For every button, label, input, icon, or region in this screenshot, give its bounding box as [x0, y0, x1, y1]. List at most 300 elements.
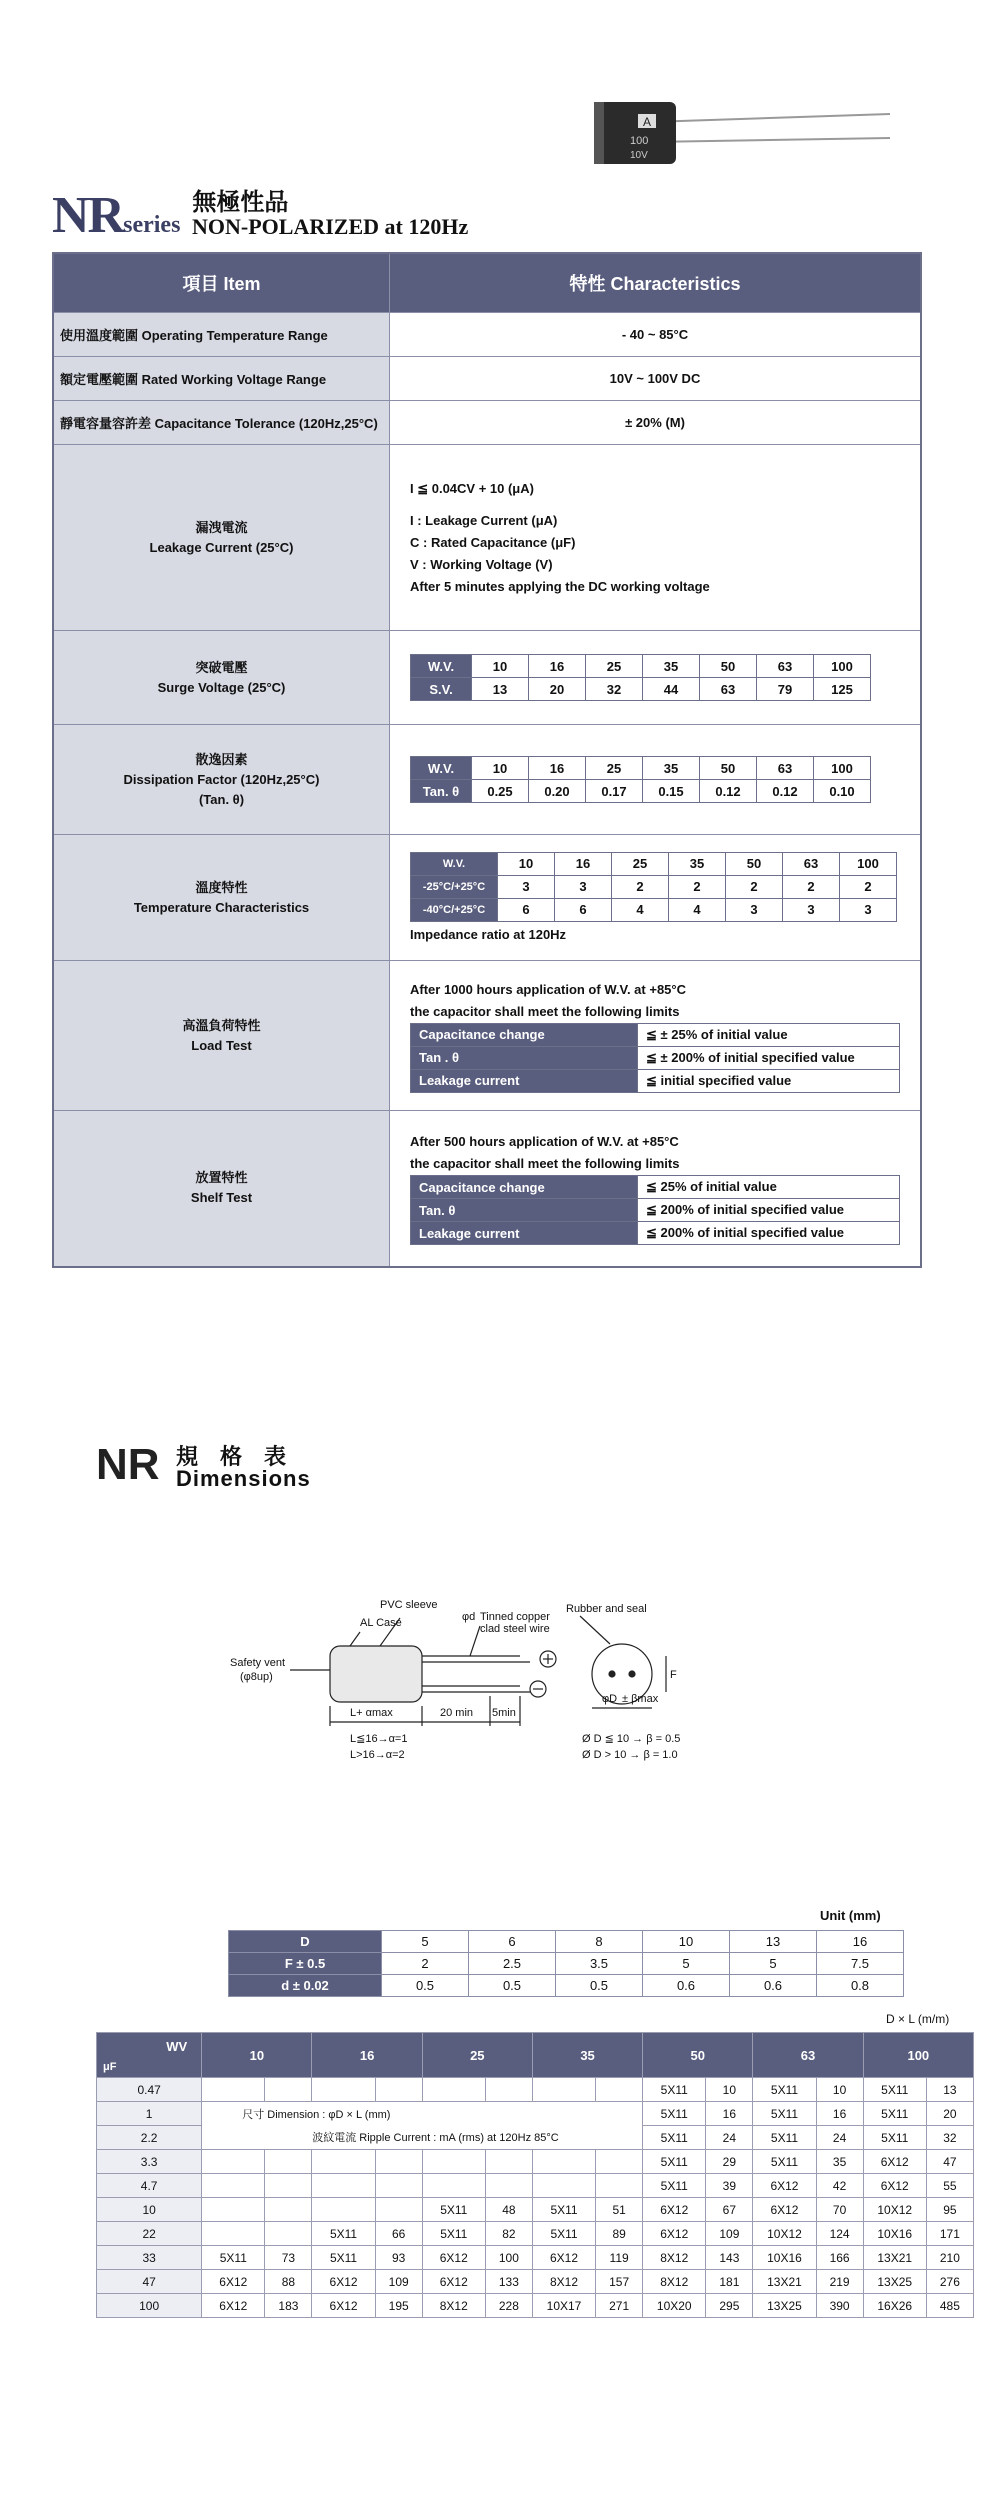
ripple-cell: 10: [706, 2078, 753, 2102]
surge-wv-cell: 50: [700, 655, 757, 678]
diss-wv-cell: 35: [643, 757, 700, 780]
tol-row: [53, 401, 921, 445]
surge-label-en: Surge Voltage (25°C): [157, 679, 286, 695]
characteristics-header: 特性 Characteristics: [390, 253, 922, 313]
wv-header: 25: [422, 2033, 532, 2078]
shelf-val: ≦ 25% of initial value: [638, 1176, 900, 1199]
tchar-table: [410, 852, 897, 922]
tchar-r1-cell: 2: [783, 875, 840, 898]
ripple-cell: 66: [375, 2222, 422, 2246]
tchar-r1-cell: 2: [840, 875, 897, 898]
ripple-cell: 390: [816, 2294, 863, 2318]
shelf-key: Tan. θ: [411, 1199, 638, 1222]
unit-label: Unit (mm): [820, 1908, 881, 1923]
dd-cell: 8: [556, 1931, 643, 1953]
rating-corner: [97, 2033, 202, 2078]
ripple-cell: 70: [816, 2198, 863, 2222]
diss-tan-cell: 0.20: [529, 780, 586, 803]
dd-cell: 0.6: [730, 1975, 817, 1997]
load-label: [53, 961, 390, 1111]
dd-head-dd: d ± 0.02: [229, 1975, 382, 1997]
ripple-cell: [375, 2078, 422, 2102]
tchar-r1-cell: 2: [612, 875, 669, 898]
shelf-limit-row: [411, 1176, 900, 1199]
ripple-cell: 93: [375, 2246, 422, 2270]
tchar-r1-row: [411, 875, 897, 898]
tchar-label: [53, 835, 390, 961]
surge-sv-cell: 79: [757, 678, 814, 701]
ripple-cell: 181: [706, 2270, 753, 2294]
leak-label: [53, 445, 390, 631]
size-cell: [202, 2198, 265, 2222]
surge-sv-head: S.V.: [411, 678, 472, 701]
size-cell: 5X11: [753, 2102, 816, 2126]
tchar-r1-cell: 2: [669, 875, 726, 898]
shelf-limit-row: [411, 1199, 900, 1222]
al-case-label: AL Case: [360, 1617, 402, 1629]
size-cell: 16X26: [863, 2294, 926, 2318]
size-cell: [422, 2078, 485, 2102]
phid-label: φd: [462, 1611, 476, 1623]
tchar-r1-cell: 3: [498, 875, 555, 898]
load-text-2: the capacitor shall meet the following limits: [410, 1003, 680, 1019]
rating-row: [97, 2174, 974, 2198]
diss-label-sub: (Tan. θ): [198, 791, 245, 807]
surge-row: [53, 631, 921, 725]
diss-label-en: Dissipation Factor (120Hz,25°C): [123, 771, 320, 787]
ripple-cell: 39: [706, 2174, 753, 2198]
wire-label: Tinned copper: [480, 1611, 550, 1623]
size-cell: 6X12: [312, 2270, 375, 2294]
beta-rule-2: Ø D > 10 → β = 1.0: [582, 1749, 678, 1761]
diss-value: [390, 725, 922, 835]
rating-row: [97, 2294, 974, 2318]
ripple-cell: 485: [926, 2294, 973, 2318]
tchar-r2-row: [411, 898, 897, 921]
size-cell: 6X12: [643, 2222, 706, 2246]
ripple-cell: 88: [265, 2270, 312, 2294]
size-cell: 5X11: [643, 2126, 706, 2150]
beta-label: ± βmax: [622, 1693, 659, 1705]
shelf-label: [53, 1111, 390, 1267]
size-cell: 5X11: [863, 2126, 926, 2150]
ripple-cell: [596, 2174, 643, 2198]
dd-head-f: F ± 0.5: [229, 1953, 382, 1975]
vent-label: Safety vent: [230, 1657, 286, 1669]
diss-wv-cell: 25: [586, 757, 643, 780]
dd-cell: 3.5: [556, 1953, 643, 1975]
min20-label: 20 min: [440, 1707, 474, 1719]
size-cell: 5X11: [753, 2078, 816, 2102]
wv-header: 50: [643, 2033, 753, 2078]
tol-value: ± 20% (M): [390, 401, 922, 445]
size-cell: 10X17: [532, 2294, 595, 2318]
size-cell: [202, 2150, 265, 2174]
ripple-cell: [375, 2150, 422, 2174]
rating-row: [97, 2126, 974, 2150]
tchar-label-cn: 溫度特性: [195, 879, 248, 895]
size-cell: [422, 2174, 485, 2198]
diss-tan-cell: 0.10: [814, 780, 871, 803]
size-cell: [312, 2150, 375, 2174]
size-cell: 13X25: [863, 2270, 926, 2294]
shelf-label-en: Shelf Test: [190, 1190, 253, 1206]
ripple-cell: 73: [265, 2246, 312, 2270]
ripple-cell: 24: [706, 2126, 753, 2150]
dimensions-title: [96, 1440, 311, 1491]
ripple-cell: 16: [816, 2102, 863, 2126]
leak-row: [53, 445, 921, 631]
size-cell: 10X16: [863, 2222, 926, 2246]
wv-header: 63: [753, 2033, 863, 2078]
size-cell: 5X11: [312, 2246, 375, 2270]
size-cell: 6X12: [422, 2246, 485, 2270]
capacitance-cell: 3.3: [97, 2150, 202, 2174]
load-row: [53, 961, 921, 1111]
wire-label-2: clad steel wire: [480, 1623, 550, 1635]
tchar-wv-cell: 50: [726, 852, 783, 875]
item-header: 項目 Item: [53, 253, 390, 313]
size-cell: [312, 2198, 375, 2222]
diss-wv-head: W.V.: [411, 757, 472, 780]
size-cell: 6X12: [753, 2198, 816, 2222]
tchar-r1-head: -25°C/+25°C: [411, 875, 498, 898]
load-key: Tan . θ: [411, 1046, 638, 1069]
series-cn-title: 無極性品: [192, 190, 289, 216]
ripple-cell: 51: [596, 2198, 643, 2222]
ripple-cell: 29: [706, 2150, 753, 2174]
diss-tan-cell: 0.25: [472, 780, 529, 803]
capacitance-cell: 2.2: [97, 2126, 202, 2150]
capacitance-cell: 4.7: [97, 2174, 202, 2198]
ripple-cell: [375, 2174, 422, 2198]
tchar-r2-cell: 3: [726, 898, 783, 921]
shelf-value: [390, 1111, 922, 1267]
series-word: series: [123, 212, 181, 238]
size-cell: [312, 2078, 375, 2102]
tchar-value: [390, 835, 922, 961]
size-cell: [532, 2174, 595, 2198]
ripple-cell: 166: [816, 2246, 863, 2270]
size-cell: 10X16: [753, 2246, 816, 2270]
surge-wv-cell: 25: [586, 655, 643, 678]
ripple-cell: [596, 2150, 643, 2174]
ripple-cell: [485, 2150, 532, 2174]
shelf-label-cn: 放置特性: [195, 1170, 248, 1186]
tchar-r2-head: -40°C/+25°C: [411, 898, 498, 921]
capacitance-cell: 47: [97, 2270, 202, 2294]
tchar-wv-cell: 100: [840, 852, 897, 875]
size-cell: 5X11: [753, 2126, 816, 2150]
surge-sv-cell: 125: [814, 678, 871, 701]
lead-dimension-table: [228, 1930, 904, 1997]
size-cell: 6X12: [312, 2294, 375, 2318]
size-cell: 5X11: [312, 2222, 375, 2246]
ripple-cell: 67: [706, 2198, 753, 2222]
f-label: F: [670, 1669, 677, 1681]
diss-tan-head: Tan. θ: [411, 780, 472, 803]
rating-row: [97, 2222, 974, 2246]
dd-cell: 0.8: [817, 1975, 904, 1997]
size-cell: 6X12: [202, 2294, 265, 2318]
vent-label-2: (φ8up): [240, 1671, 273, 1683]
capacitance-cell: 100: [97, 2294, 202, 2318]
size-cell: [202, 2174, 265, 2198]
size-cell: [532, 2078, 595, 2102]
dimension-annotation: 尺寸 Dimension : φD × L (mm): [242, 2108, 391, 2121]
capacitance-cell: 33: [97, 2246, 202, 2270]
load-label-en: Load Test: [191, 1037, 252, 1053]
surge-wv-cell: 16: [529, 655, 586, 678]
size-cell: 5X11: [643, 2078, 706, 2102]
tchar-wv-cell: 10: [498, 852, 555, 875]
ripple-cell: 10: [816, 2078, 863, 2102]
tchar-note: Impedance ratio at 120Hz: [410, 926, 567, 942]
tchar-wv-cell: 35: [669, 852, 726, 875]
shelf-key: Leakage current: [411, 1222, 638, 1245]
temp-label: 使用溫度範圍 Operating Temperature Range: [53, 313, 390, 357]
ripple-cell: 171: [926, 2222, 973, 2246]
ripple-cell: 228: [485, 2294, 532, 2318]
tchar-r2-cell: 4: [669, 898, 726, 921]
leak-formula: I ≦ 0.04CV + 10 (μA): [410, 480, 534, 496]
leak-label-cn: 漏洩電流: [195, 519, 248, 535]
ripple-cell: 42: [816, 2174, 863, 2198]
load-limit-row: [411, 1023, 900, 1046]
ripple-cell: 133: [485, 2270, 532, 2294]
dim-series-code: NR: [96, 1440, 160, 1489]
size-cell: 6X12: [422, 2270, 485, 2294]
size-cell: 5X11: [202, 2246, 265, 2270]
corner-uf: μF: [103, 2061, 117, 2073]
tchar-wv-cell: 25: [612, 852, 669, 875]
load-limits-table: [410, 1023, 900, 1093]
dd-cell: 0.5: [556, 1975, 643, 1997]
characteristics-table: [52, 252, 922, 1268]
rating-row: [97, 2150, 974, 2174]
size-cell: 5X11: [643, 2102, 706, 2126]
dd-cell: 10: [643, 1931, 730, 1953]
ripple-cell: 100: [485, 2246, 532, 2270]
alpha-rule-1: L≦16→α=1: [350, 1733, 408, 1745]
shelf-key: Capacitance change: [411, 1176, 638, 1199]
temp-value: - 40 ~ 85°C: [390, 313, 922, 357]
diss-label-cn: 散逸因素: [195, 751, 248, 767]
ripple-cell: 210: [926, 2246, 973, 2270]
wv-header: 10: [202, 2033, 312, 2078]
dd-cell: 16: [817, 1931, 904, 1953]
ripple-cell: 35: [816, 2150, 863, 2174]
surge-label: [53, 631, 390, 725]
leak-value: [390, 445, 922, 631]
surge-wv-row: [411, 655, 871, 678]
size-cell: 6X12: [202, 2270, 265, 2294]
ripple-annotation: 波紋電流 Ripple Current : mA (rms) at 120Hz 85°C: [312, 2132, 559, 2145]
diss-row: [53, 725, 921, 835]
shelf-row: [53, 1111, 921, 1267]
dd-row-d: [229, 1931, 904, 1953]
rating-row: [97, 2246, 974, 2270]
beta-rule-1: Ø D ≦ 10 → β = 0.5: [582, 1733, 681, 1745]
rating-row: [97, 2078, 974, 2102]
temp-row: [53, 313, 921, 357]
diss-wv-cell: 16: [529, 757, 586, 780]
ripple-cell: 95: [926, 2198, 973, 2222]
dd-cell: 0.6: [643, 1975, 730, 1997]
ripple-cell: 89: [596, 2222, 643, 2246]
tchar-wv-cell: 16: [555, 852, 612, 875]
corner-wv: WV: [166, 2039, 188, 2054]
ripple-cell: 143: [706, 2246, 753, 2270]
ripple-cell: 219: [816, 2270, 863, 2294]
size-cell: [202, 2222, 265, 2246]
tchar-wv-row: [411, 852, 897, 875]
ripple-cell: 109: [375, 2270, 422, 2294]
volt-row: [53, 357, 921, 401]
load-limit-row: [411, 1069, 900, 1092]
load-val: ≦ ± 25% of initial value: [638, 1023, 900, 1046]
shelf-limits-table: [410, 1175, 900, 1245]
load-text-1: After 1000 hours application of W.V. at +85°C: [410, 981, 686, 997]
diss-tan-cell: 0.12: [757, 780, 814, 803]
diss-wv-cell: 50: [700, 757, 757, 780]
series-en-title: NON-POLARIZED at 120Hz: [192, 214, 469, 239]
tchar-row: [53, 835, 921, 961]
surge-label-cn: 突破電壓: [195, 659, 248, 675]
size-cell: 8X12: [643, 2270, 706, 2294]
diss-label: [53, 725, 390, 835]
wv-header: 100: [863, 2033, 973, 2078]
alpha-rule-2: L>16→α=2: [350, 1749, 405, 1761]
surge-wv-head: W.V.: [411, 655, 472, 678]
capacitance-cell: 10: [97, 2198, 202, 2222]
series-title: [52, 186, 469, 245]
wv-header: 16: [312, 2033, 422, 2078]
load-key: Leakage current: [411, 1069, 638, 1092]
surge-sv-cell: 63: [700, 678, 757, 701]
size-cell: 5X11: [863, 2078, 926, 2102]
ripple-cell: [485, 2078, 532, 2102]
ripple-cell: 48: [485, 2198, 532, 2222]
diss-table: [410, 756, 871, 803]
size-cell: 8X12: [532, 2270, 595, 2294]
dd-cell: 0.5: [469, 1975, 556, 1997]
capacitance-cell: 1: [97, 2102, 202, 2126]
diss-tan-row: [411, 780, 871, 803]
ripple-cell: 124: [816, 2222, 863, 2246]
dim-en-title: Dimensions: [176, 1466, 311, 1491]
diss-tan-cell: 0.17: [586, 780, 643, 803]
ripple-cell: 55: [926, 2174, 973, 2198]
ripple-cell: [265, 2222, 312, 2246]
shelf-limit-row: [411, 1222, 900, 1245]
ripple-cell: 109: [706, 2222, 753, 2246]
size-cell: 5X11: [422, 2222, 485, 2246]
tol-label: 靜電容量容許差 Capacitance Tolerance (120Hz,25°C): [53, 401, 390, 445]
diss-wv-row: [411, 757, 871, 780]
size-cell: [312, 2174, 375, 2198]
diss-wv-cell: 10: [472, 757, 529, 780]
leak-line-1: I : Leakage Current (μA): [410, 512, 558, 528]
dd-cell: 0.5: [382, 1975, 469, 1997]
ripple-cell: 24: [816, 2126, 863, 2150]
rating-table: [96, 2032, 974, 2318]
surge-sv-row: [411, 678, 871, 701]
diss-tan-cell: 0.12: [700, 780, 757, 803]
volt-value: 10V ~ 100V DC: [390, 357, 922, 401]
size-cell: 5X11: [863, 2102, 926, 2126]
rubber-label: Rubber and seal: [566, 1603, 647, 1615]
surge-sv-cell: 13: [472, 678, 529, 701]
size-cell: 5X11: [753, 2150, 816, 2174]
ripple-cell: 32: [926, 2126, 973, 2150]
spec-header-row: [53, 253, 921, 313]
size-cell: 8X12: [422, 2294, 485, 2318]
tchar-r2-cell: 3: [840, 898, 897, 921]
ripple-cell: 157: [596, 2270, 643, 2294]
capacitance-cell: 22: [97, 2222, 202, 2246]
tchar-r2-cell: 6: [555, 898, 612, 921]
load-value: [390, 961, 922, 1111]
dd-cell: 5: [382, 1931, 469, 1953]
ripple-cell: 82: [485, 2222, 532, 2246]
ripple-cell: [265, 2198, 312, 2222]
load-label-cn: 高溫負荷特性: [182, 1017, 261, 1033]
size-cell: 6X12: [643, 2198, 706, 2222]
ripple-cell: [375, 2198, 422, 2222]
rating-row: [97, 2270, 974, 2294]
leak-label-en: Leakage Current (25°C): [149, 539, 294, 555]
load-key: Capacitance change: [411, 1023, 638, 1046]
ripple-cell: 295: [706, 2294, 753, 2318]
cap-value: 100: [630, 135, 649, 147]
surge-sv-cell: 20: [529, 678, 586, 701]
size-cell: 6X12: [753, 2174, 816, 2198]
dd-row-f: [229, 1953, 904, 1975]
dd-row-dd: [229, 1975, 904, 1997]
diss-wv-cell: 100: [814, 757, 871, 780]
size-cell: 13X21: [863, 2246, 926, 2270]
tchar-wv-head: W.V.: [411, 852, 498, 875]
surge-sv-cell: 32: [586, 678, 643, 701]
size-cell: 5X11: [422, 2198, 485, 2222]
surge-wv-cell: 35: [643, 655, 700, 678]
ripple-cell: [265, 2078, 312, 2102]
dd-cell: 13: [730, 1931, 817, 1953]
size-cell: 13X21: [753, 2270, 816, 2294]
ripple-cell: 271: [596, 2294, 643, 2318]
min5-label: 5min: [492, 1707, 516, 1719]
dd-cell: 2: [382, 1953, 469, 1975]
size-cell: 5X11: [643, 2174, 706, 2198]
dxl-unit-label: D × L (m/m): [886, 2012, 950, 2026]
ripple-cell: [265, 2174, 312, 2198]
ripple-cell: 16: [706, 2102, 753, 2126]
shelf-val: ≦ 200% of initial specified value: [638, 1199, 900, 1222]
dd-cell: 7.5: [817, 1953, 904, 1975]
dimension-drawing: [230, 1596, 750, 1826]
tchar-r2-cell: 6: [498, 898, 555, 921]
ripple-cell: 20: [926, 2102, 973, 2126]
tchar-r2-cell: 4: [612, 898, 669, 921]
pvc-label: PVC sleeve: [380, 1599, 438, 1611]
rating-row: [97, 2102, 974, 2126]
tchar-r1-cell: 3: [555, 875, 612, 898]
ripple-cell: 276: [926, 2270, 973, 2294]
size-cell: 5X11: [532, 2198, 595, 2222]
surge-wv-cell: 10: [472, 655, 529, 678]
dd-cell: 2.5: [469, 1953, 556, 1975]
